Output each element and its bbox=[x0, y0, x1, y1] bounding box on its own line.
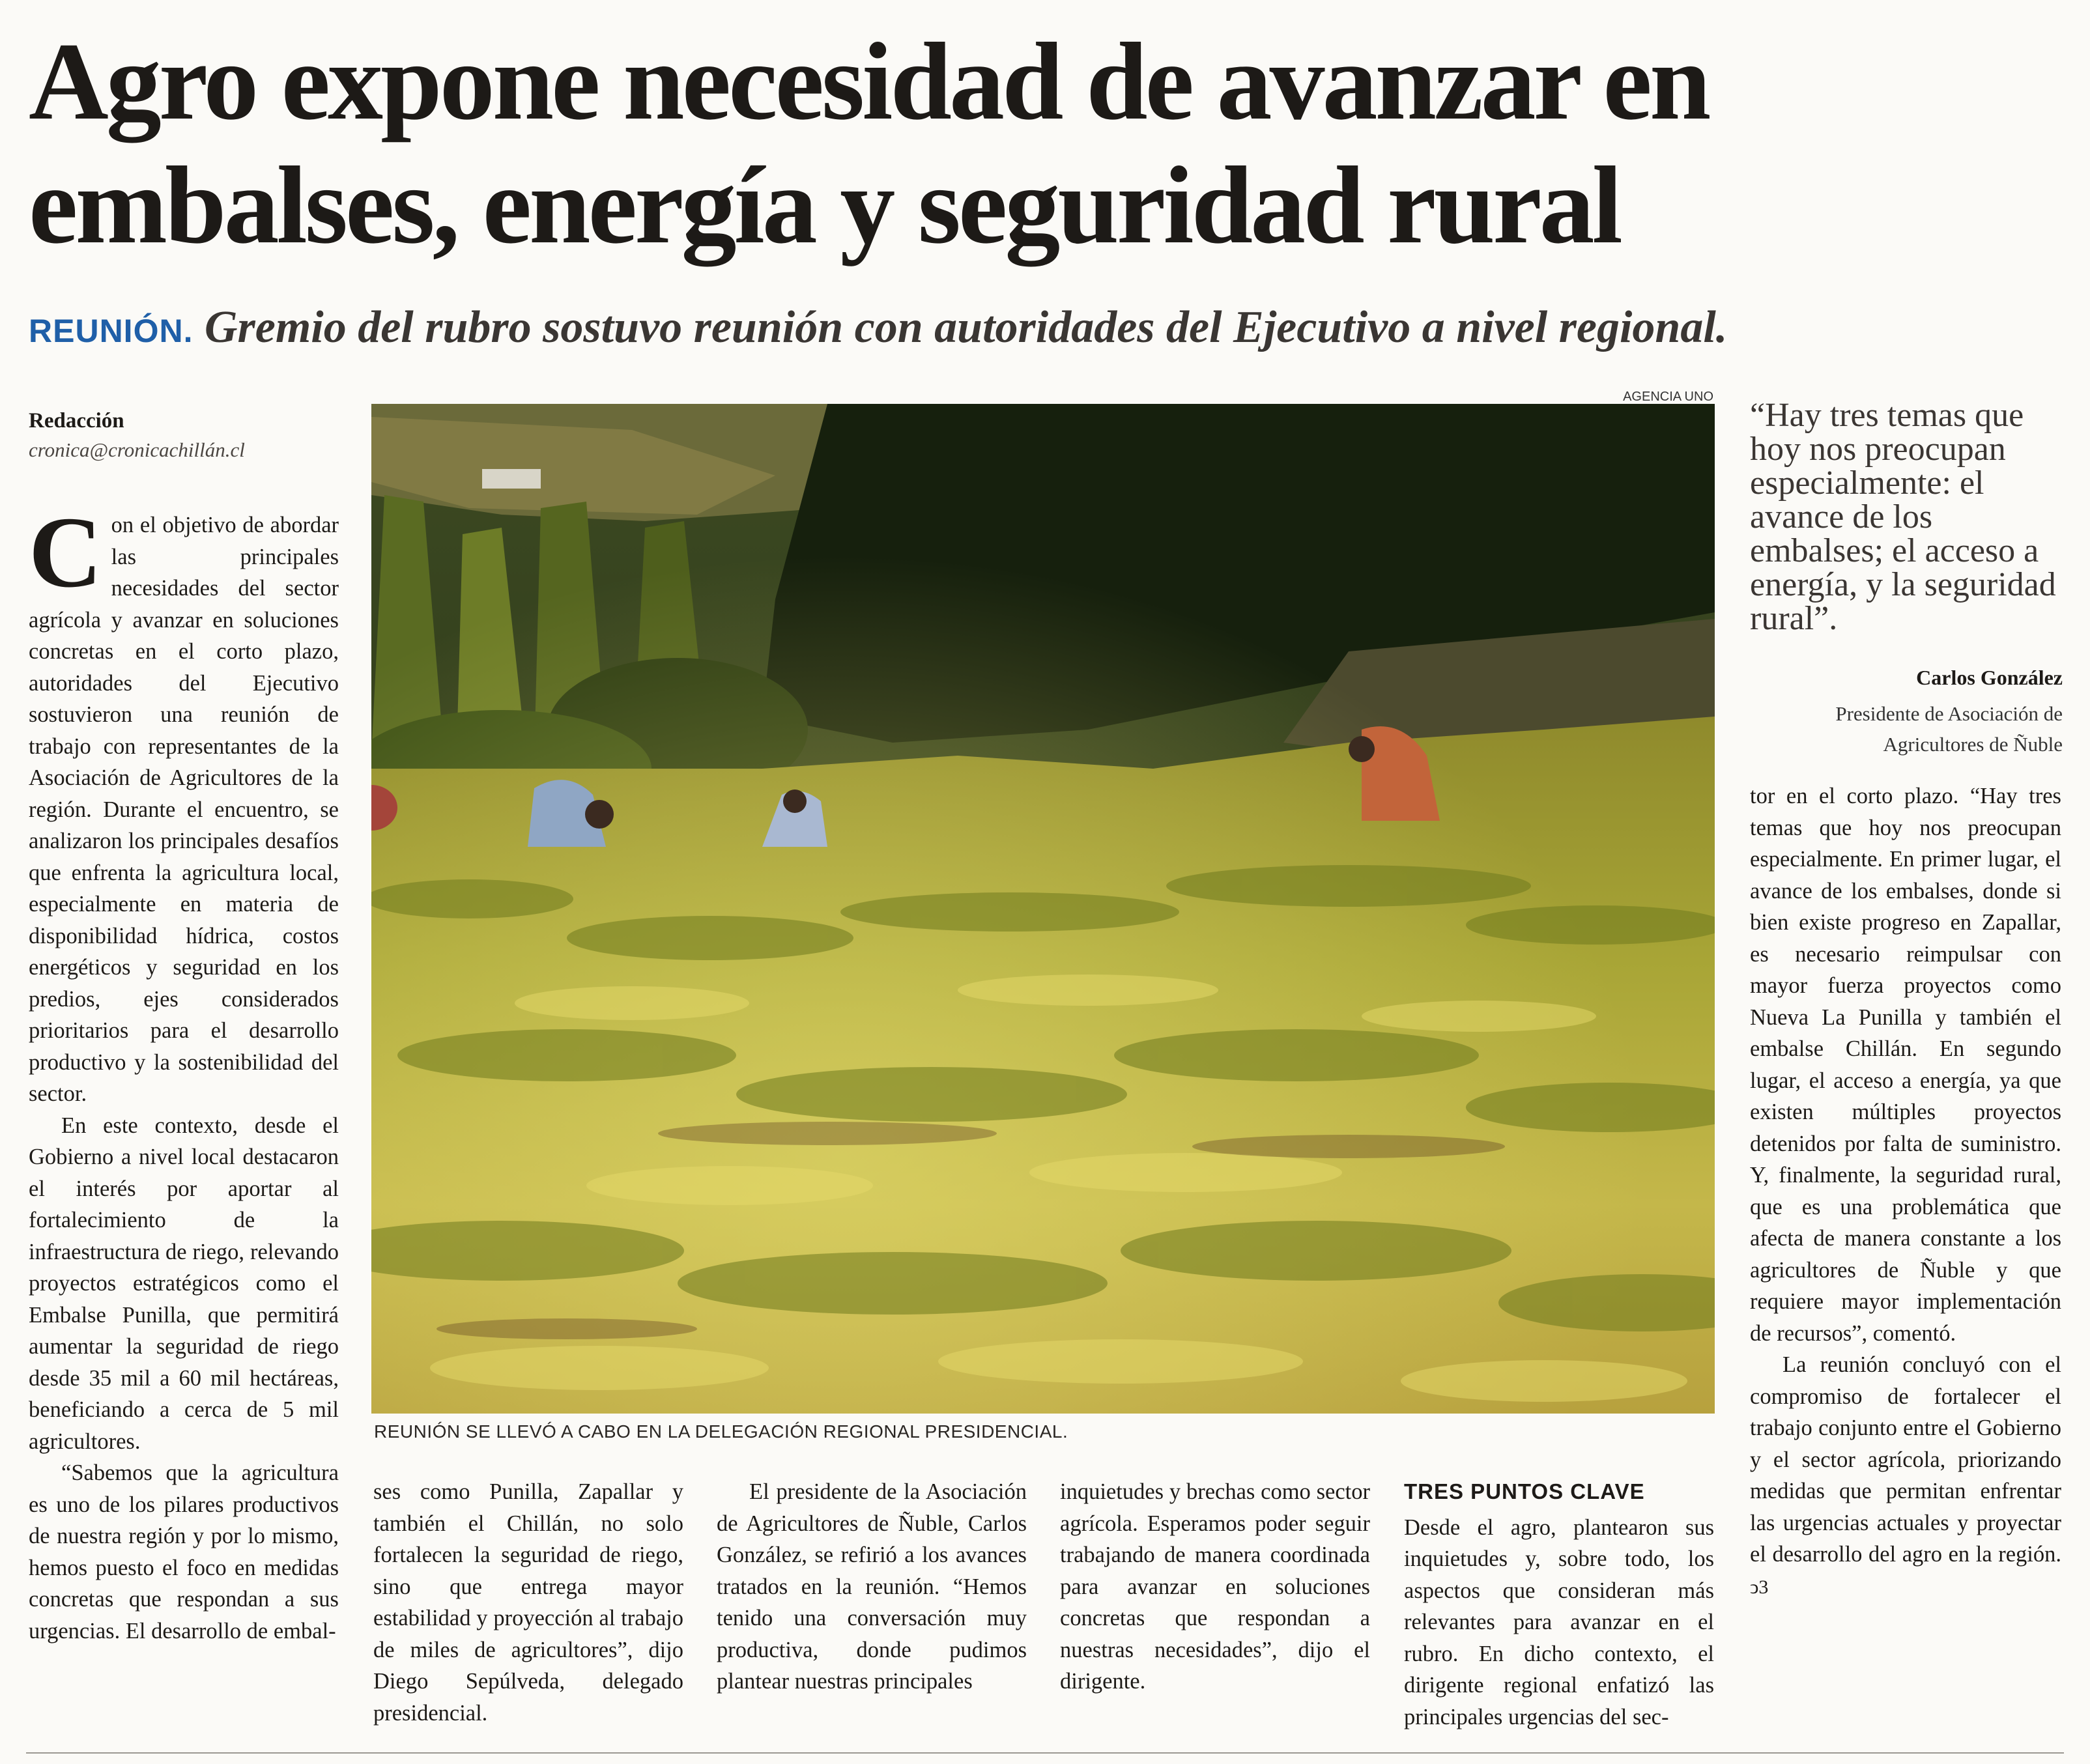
article-column-4 bbox=[1060, 1476, 1370, 1698]
section-subhead: TRES PUNTOS CLAVE bbox=[1404, 1479, 1645, 1503]
article-paragraph: El presidente de la Asociación de Agricultores de Ñuble, Carlos González, se refirió a los avances tratados en la reunión. “Hemos tenido una conversación muy productiva, donde pudimos plantear nuestras principales bbox=[717, 1479, 1027, 1694]
article-paragraph: Con el objetivo de abordar las principales necesidades del sector agrícola y avanzar en soluciones concretas en el corto plazo, autoridades del Ejecutivo sostuvieron una reunión de trabajo con representantes de la Asociación de Agricultores de la región. Durante el encuentro, se analizaron los principales desafíos que enfrenta la agricultura local, especialmente en materia de disponibilidad hídrica, costos energéticos y seguridad en los predios, ejes considerados prioritarios para el desarrollo productivo y la sostenibilidad del sector. bbox=[29, 496, 339, 1106]
article-column-6 bbox=[1750, 780, 2061, 1603]
article-paragraph: ses como Punilla, Zapallar y también el Chillán, no solo fortalecen la seguridad de riego, sino que entrega mayor estabilidad y proyección al trabajo de miles de agricultores”, dijo Diego Sepúlveda, delegado presidencial. bbox=[373, 1479, 683, 1726]
byline-name: Redacción bbox=[29, 409, 124, 433]
photo-caption: REUNIÓN SE LLEVÓ A CABO EN LA DELEGACIÓN REGIONAL PRESIDENCIAL. bbox=[374, 1421, 1068, 1442]
article-column-1 bbox=[29, 496, 339, 1647]
deck-kicker: REUNIÓN. bbox=[29, 313, 193, 349]
photo-credit: AGENCIA UNO bbox=[1623, 390, 1713, 404]
bottom-rule bbox=[26, 1752, 2064, 1754]
byline bbox=[29, 409, 335, 462]
article-column-5 bbox=[1404, 1476, 1714, 1733]
pull-quote-role: Presidente de Asociación de Agricultores de Ñuble bbox=[1835, 702, 2063, 756]
article-paragraph: La reunión concluyó con el compromiso de fortalecer el trabajo conjunto entre el Gobierno y el sector agrícola, priorizando medidas que permitan enfrentar las urgencias actuales y proyectar el desarrollo del agro en la región. ↄ3 bbox=[1750, 1352, 2061, 1598]
article-paragraph: tor en el corto plazo. “Hay tres temas que hoy nos preocupan especialmente. En primer lugar, el avance de los embalses, donde si bien existe progreso en Zapallar, es necesario reimpulsar con mayor fuerza proyectos como Nueva La Punilla y también el embalse Chillán. En segundo lugar, el acceso a energía, ya que existen múltiples proyectos detenidos por falta de suministro. Y, finalmente, la seguridad rural, que es una problemática que afecta de manera constante a los agricultores de Ñuble y que requiere mayor implementación de recursos”, comentó. bbox=[1750, 784, 2061, 1346]
article-column-2 bbox=[373, 1476, 683, 1729]
pull-quote-name: Carlos González bbox=[1916, 666, 2063, 689]
deck-subtitle: Gremio del rubro sostuvo reunión con autoridades del Ejecutivo a nivel regional. bbox=[204, 302, 1728, 352]
byline-email[interactable]: cronica@cronicachillán.cl bbox=[29, 438, 245, 461]
article-paragraph: En este contexto, desde el Gobierno a nivel local destacaron el interés por aportar al fortalecimiento de la infraestructura de riego, relevando proyectos estratégicos como el Embalse Punilla, que permitirá aumentar la seguridad de riego desde 35 mil a 60 mil hectáreas, beneficiando a cerca de 5 mil agricultores. bbox=[29, 1113, 339, 1454]
deck bbox=[29, 298, 2061, 360]
article-paragraph: Desde el agro, plantearon sus inquietudes y, sobre todo, los aspectos que consideran más relevantes para avanzar en el rubro. En dicho contexto, el dirigente regional enfatizó las principales urgencias del sec- bbox=[1404, 1515, 1714, 1729]
vineyard-illustration bbox=[371, 404, 1715, 1414]
vineyard-photo bbox=[371, 404, 1715, 1414]
article-paragraph: “Sabemos que la agricultura es uno de los pilares productivos de nuestra región y por lo mismo, hemos puesto el foco en medidas concretas que respondan a sus urgencias. El desarrollo de embal- bbox=[29, 1460, 339, 1643]
pull-quote: “Hay tres temas que hoy nos preocupan especialmente: el avance de los embalses; el acceso a energía, y la seguridad rural”. bbox=[1750, 397, 2056, 637]
article-paragraph: inquietudes y brechas como sector agrícola. Esperamos poder seguir trabajando de manera coordinada para avanzar en soluciones concretas que respondan a nuestras necesidades”, dijo el dirigente. bbox=[1060, 1479, 1370, 1694]
article-column-3 bbox=[717, 1476, 1027, 1698]
drop-cap: C bbox=[29, 496, 102, 608]
end-mark-icon: ↄ3 bbox=[1750, 1576, 1769, 1598]
headline: Agro expone necesidad de avanzar en embalses, energía y seguridad rural bbox=[29, 20, 1709, 266]
